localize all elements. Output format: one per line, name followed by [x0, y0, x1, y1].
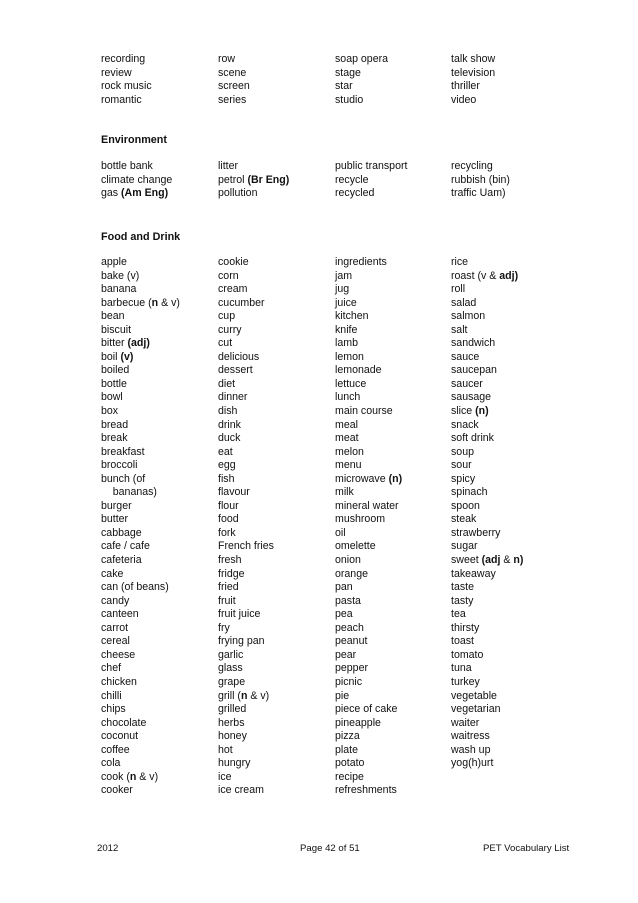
vocab-row	[101, 53, 571, 67]
vocab-row	[101, 635, 571, 649]
vocab-word: rice	[451, 256, 469, 268]
vocab-word: fried	[218, 581, 239, 594]
vocab-word: barbecue (n & v)	[101, 296, 180, 309]
vocab-word: chicken	[101, 675, 137, 688]
vocab-word: spoon	[451, 499, 480, 512]
vocab-word: peach	[335, 621, 364, 634]
vocab-word: pepper	[335, 662, 368, 675]
vocab-row	[101, 364, 571, 378]
vocab-word: orange	[335, 567, 368, 580]
vocab-word: vegetarian	[451, 703, 501, 716]
vocab-row	[101, 94, 571, 108]
vocab-word: dessert	[218, 364, 253, 377]
vocab-word: jam	[335, 269, 353, 282]
vocab-word: climate change	[101, 173, 173, 186]
vocab-word: cucumber	[218, 296, 265, 309]
vocab-word: corn	[218, 269, 239, 282]
vocab-word: slice (n)	[451, 405, 489, 418]
vocab-word: waitress	[451, 730, 490, 743]
vocab-row	[101, 662, 571, 676]
vocab-word: petrol (Br Eng)	[218, 173, 290, 186]
vocab-word: melon	[335, 445, 364, 458]
vocab-word: meat	[335, 432, 359, 445]
vocab-word: yog(h)urt	[451, 757, 494, 770]
vocab-word: coffee	[101, 743, 130, 756]
vocab-word: pineapple	[335, 716, 381, 729]
vocab-word: biscuit	[101, 323, 132, 336]
vocab-word: grill (n & v)	[218, 689, 270, 702]
vocab-row	[101, 473, 571, 487]
vocab-row	[101, 540, 571, 554]
vocab-word: dish	[218, 405, 238, 418]
vocab-row	[101, 432, 571, 446]
vocab-word: soft drink	[451, 432, 494, 445]
vocab-word: wash up	[451, 743, 491, 756]
vocab-word: boiled	[101, 364, 130, 377]
vocab-word: ingredients	[335, 256, 387, 268]
vocab-row	[101, 581, 571, 595]
vocab-word: cabbage	[101, 526, 142, 539]
vocab-word: food	[218, 513, 239, 526]
vocab-word: cooker	[101, 784, 133, 797]
vocab-row	[101, 486, 571, 500]
vocab-word: snack	[451, 418, 479, 431]
vocab-row	[101, 554, 571, 568]
vocab-row	[101, 174, 571, 188]
vocab-row	[101, 649, 571, 663]
vocab-word: knife	[335, 323, 358, 336]
footer-page-number: Page 42 of 51	[300, 843, 360, 854]
vocab-word: fork	[218, 526, 236, 539]
vocab-word: egg	[218, 459, 236, 472]
vocab-row	[101, 310, 571, 324]
vocab-word: sugar	[451, 540, 478, 553]
vocab-word: French fries	[218, 540, 274, 553]
vocab-row	[101, 784, 571, 798]
vocab-word: salad	[451, 296, 477, 309]
section-heading-food-and-drink: Food and Drink	[101, 231, 181, 243]
vocab-word: bitter (adj)	[101, 337, 150, 350]
vocab-word: screen	[218, 80, 250, 93]
vocab-word: television	[451, 66, 496, 79]
vocab-word: breakfast	[101, 445, 145, 458]
vocab-word: roll	[451, 283, 466, 296]
vocab-word: hot	[218, 743, 233, 756]
vocab-word: milk	[335, 486, 354, 499]
vocab-word: row	[218, 53, 236, 65]
vocab-word: lemon	[335, 350, 364, 363]
vocab-word: salmon	[451, 310, 486, 323]
vocab-word: flour	[218, 499, 239, 512]
vocab-word: honey	[218, 730, 247, 743]
vocab-word: recycle	[335, 173, 369, 186]
vocab-word: curry	[218, 323, 242, 336]
vocab-word: diet	[218, 377, 236, 390]
vocab-word: talk show	[451, 53, 496, 65]
vocab-word: candy	[101, 594, 130, 607]
section-heading-environment: Environment	[101, 134, 167, 146]
vocab-word: bake (v)	[101, 269, 140, 282]
vocab-row	[101, 513, 571, 527]
vocab-word: kitchen	[335, 310, 369, 323]
vocab-word: box	[101, 405, 119, 418]
vocab-word: pizza	[335, 730, 360, 743]
vocab-word: tea	[451, 608, 466, 621]
vocab-word: romantic	[101, 93, 142, 106]
vocab-row	[101, 297, 571, 311]
section-media-rows	[101, 53, 571, 107]
vocab-word: plate	[335, 743, 358, 756]
vocab-word: boil (v)	[101, 350, 134, 363]
vocab-word: bowl	[101, 391, 123, 404]
vocab-word: fruit	[218, 594, 236, 607]
section-food-and-drink-rows	[101, 256, 571, 798]
vocab-word: meal	[335, 418, 358, 431]
vocab-word: apple	[101, 256, 127, 268]
vocab-row	[101, 160, 571, 174]
vocab-word: cola	[101, 757, 121, 770]
vocab-word: rubbish (bin)	[451, 173, 510, 186]
vocab-row	[101, 187, 571, 201]
vocab-word: traffic Uam)	[451, 187, 506, 200]
vocab-word: tasty	[451, 594, 474, 607]
vocab-row	[101, 324, 571, 338]
vocab-word: scene	[218, 66, 247, 79]
vocab-row	[101, 690, 571, 704]
vocab-word: banana	[101, 283, 137, 296]
vocab-row	[101, 771, 571, 785]
vocab-word: main course	[335, 405, 393, 418]
vocab-word: chocolate	[101, 716, 147, 729]
vocab-row	[101, 730, 571, 744]
vocab-row	[101, 757, 571, 771]
vocab-word: drink	[218, 418, 241, 431]
vocab-word: pollution	[218, 187, 258, 200]
vocab-word: chilli	[101, 689, 122, 702]
vocab-word: cake	[101, 567, 124, 580]
vocab-row	[101, 270, 571, 284]
vocab-word: takeaway	[451, 567, 496, 580]
vocab-word: lemonade	[335, 364, 382, 377]
vocab-word: lamb	[335, 337, 358, 350]
vocab-row	[101, 391, 571, 405]
vocab-word: pear	[335, 648, 357, 661]
vocab-word: pea	[335, 608, 353, 621]
vocab-word: roast (v & adj)	[451, 269, 519, 282]
vocab-row	[101, 80, 571, 94]
vocab-word: vegetable	[451, 689, 497, 702]
vocab-row	[101, 500, 571, 514]
vocab-word: juice	[335, 296, 357, 309]
vocab-word: studio	[335, 93, 364, 106]
vocab-row	[101, 378, 571, 392]
vocab-word: fruit juice	[218, 608, 261, 621]
vocab-word: bottle bank	[101, 160, 153, 172]
vocab-word: pasta	[335, 594, 361, 607]
vocab-word: coconut	[101, 730, 139, 743]
vocab-row	[101, 717, 571, 731]
vocab-word: cafe / cafe	[101, 540, 150, 553]
vocab-word: public transport	[335, 160, 408, 172]
vocab-word: canteen	[101, 608, 139, 621]
vocab-word: microwave (n)	[335, 472, 403, 485]
vocab-word: eat	[218, 445, 233, 458]
vocab-row	[101, 67, 571, 81]
vocab-word: recipe	[335, 770, 364, 783]
vocab-word: mineral water	[335, 499, 399, 512]
vocab-word: waiter	[451, 716, 480, 729]
vocab-word: grape	[218, 675, 246, 688]
vocab-word: strawberry	[451, 526, 501, 539]
vocab-word: cheese	[101, 648, 136, 661]
vocab-word: steak	[451, 513, 477, 526]
vocab-row	[101, 568, 571, 582]
vocab-word: cafeteria	[101, 554, 142, 567]
vocab-word: recycling	[451, 160, 493, 172]
vocab-word: turkey	[451, 675, 480, 688]
vocab-row	[101, 703, 571, 717]
vocab-word: sauce	[451, 350, 480, 363]
vocab-word: peanut	[335, 635, 368, 648]
vocab-word: spinach	[451, 486, 488, 499]
vocab-word: flavour	[218, 486, 250, 499]
vocab-word: picnic	[335, 675, 363, 688]
vocab-row	[101, 405, 571, 419]
vocab-word: stage	[335, 66, 361, 79]
vocab-word: thriller	[451, 80, 480, 93]
vocab-word: pan	[335, 581, 353, 594]
vocab-word: sour	[451, 459, 472, 472]
vocab-word: cut	[218, 337, 233, 350]
vocab-word: cereal	[101, 635, 130, 648]
vocab-word: mushroom	[335, 513, 386, 526]
vocab-word: recording	[101, 53, 146, 65]
vocab-word: fresh	[218, 554, 242, 567]
vocab-row	[101, 459, 571, 473]
vocab-word: glass	[218, 662, 243, 675]
vocab-word: lettuce	[335, 377, 367, 390]
vocab-row	[101, 256, 571, 270]
vocab-word: soup	[451, 445, 474, 458]
vocab-word: omelette	[335, 540, 376, 553]
vocab-word: broccoli	[101, 459, 138, 472]
vocab-word: onion	[335, 554, 361, 567]
vocab-word: delicious	[218, 350, 260, 363]
vocab-word: fridge	[218, 567, 245, 580]
footer-document-title: PET Vocabulary List	[483, 843, 570, 854]
vocab-word: menu	[335, 459, 362, 472]
vocab-word: salt	[451, 323, 468, 336]
vocab-word: oil	[335, 526, 346, 539]
vocab-word: fish	[218, 472, 235, 485]
vocab-word: can (of beans)	[101, 581, 169, 594]
vocab-word: gas (Am Eng)	[101, 187, 169, 200]
footer-year: 2012	[97, 843, 119, 854]
vocab-row	[101, 622, 571, 636]
vocab-word: garlic	[218, 648, 244, 661]
vocab-word: lunch	[335, 391, 361, 404]
vocab-word: litter	[218, 160, 239, 172]
vocab-word: potato	[335, 757, 365, 770]
vocab-word: star	[335, 80, 353, 93]
vocab-word: cup	[218, 310, 236, 323]
vocab-row	[101, 676, 571, 690]
vocab-row	[101, 446, 571, 460]
vocab-word: piece of cake	[335, 703, 398, 716]
vocab-word: taste	[451, 581, 474, 594]
vocab-word: frying pan	[218, 635, 265, 648]
vocab-word: rock music	[101, 80, 152, 93]
vocab-word: spicy	[451, 472, 476, 485]
vocab-row	[101, 527, 571, 541]
vocab-word: cream	[218, 283, 248, 296]
vocab-word: thirsty	[451, 621, 480, 634]
vocab-word: break	[101, 432, 128, 445]
vocab-word: tomato	[451, 648, 484, 661]
vocab-word: sweet (adj & n)	[451, 554, 524, 567]
vocab-row	[101, 595, 571, 609]
vocab-word: herbs	[218, 716, 245, 729]
vocab-word: chips	[101, 703, 126, 716]
vocab-word: grilled	[218, 703, 247, 716]
vocab-word: hungry	[218, 757, 251, 770]
vocab-word: video	[451, 93, 477, 106]
vocab-word: cook (n & v)	[101, 770, 159, 783]
vocab-word: series	[218, 93, 247, 106]
section-environment-rows	[101, 160, 571, 201]
vocab-row	[101, 419, 571, 433]
vocab-word: tuna	[451, 662, 472, 675]
vocab-row	[101, 744, 571, 758]
vocab-word: bunch (of	[101, 472, 146, 485]
vocab-word: jug	[335, 283, 350, 296]
vocab-word: ice	[218, 770, 232, 783]
vocab-word: review	[101, 66, 132, 79]
vocab-word: carrot	[101, 621, 129, 634]
vocab-row	[101, 337, 571, 351]
vocab-word: toast	[451, 635, 474, 648]
vocab-row	[101, 283, 571, 297]
vocab-word: pie	[335, 689, 350, 702]
vocab-word: butter	[101, 513, 129, 526]
vocab-word: saucepan	[451, 364, 497, 377]
vocab-word: saucer	[451, 377, 483, 390]
vocab-word: fry	[218, 621, 230, 634]
vocab-row	[101, 608, 571, 622]
vocab-row	[101, 351, 571, 365]
vocab-word: ice cream	[218, 784, 264, 797]
vocab-word: burger	[101, 499, 132, 512]
vocab-word: bean	[101, 310, 125, 323]
vocab-word: cookie	[218, 256, 249, 268]
vocab-word: duck	[218, 432, 241, 445]
vocab-word: bananas)	[101, 486, 157, 499]
vocab-word: sandwich	[451, 337, 496, 350]
vocab-word: bottle	[101, 377, 127, 390]
vocab-word: soap opera	[335, 53, 389, 65]
vocab-word: refreshments	[335, 784, 397, 797]
vocab-word: bread	[101, 418, 129, 431]
vocab-word: sausage	[451, 391, 492, 404]
vocab-word: recycled	[335, 187, 375, 200]
vocab-word: chef	[101, 662, 122, 675]
vocab-word: dinner	[218, 391, 248, 404]
